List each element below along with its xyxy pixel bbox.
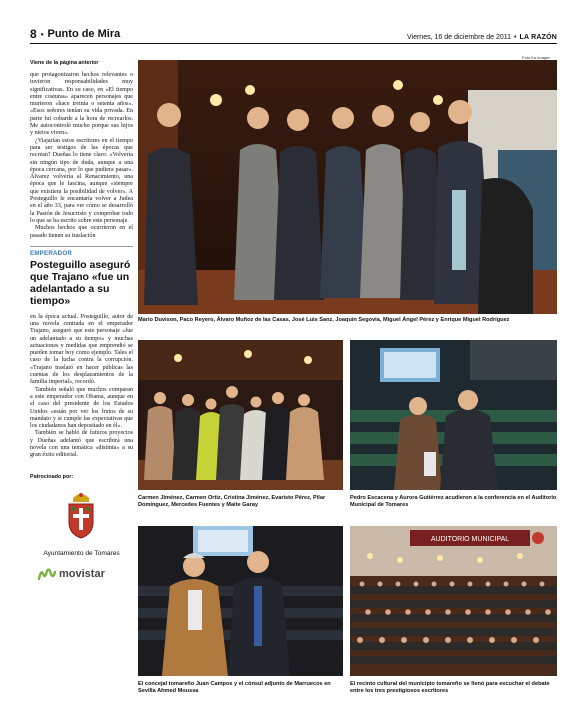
page-header bbox=[30, 28, 557, 44]
paragraph: ¿Viajarían estos escritores en el tiempo para ser testigos de las épocas que recrean? Dueñas lo tiene claro: «Volvería sin ningún tipo de duda, aunque a una época cercana, por lo que pudiera pasar». Álvarez volvería al Renacimiento, una época que le fascina, aunque «siempre que existiera la posibilidad de volver». A Posteguillo le encantaría volver a Judea en el año 33, para ver cómo se desarrolló la Pastón de Jesucristo y comprobar todo lo que se ha escrito sobre este personaje. bbox=[30, 137, 133, 224]
date-separator: • bbox=[514, 34, 517, 41]
subsection bbox=[30, 246, 133, 308]
paragraph: También se habló de futuros proyectos y Dueñas adelantó que escribirá una novela con una temática «distinta» a su gran éxito editorial. bbox=[30, 430, 133, 459]
paragraph: También señaló que muchos comparan a este emperador con Obama, aunque en el caso del presidente de los Estados Unidos «están por ver los frutos de su mandato y si cumple las expectativas que los ciudadanos han depositado en él». bbox=[30, 386, 133, 430]
photo-auditorium bbox=[350, 526, 557, 676]
newspaper-name: LA RAZÓN bbox=[519, 34, 557, 41]
header-separator: • bbox=[40, 29, 44, 39]
auditorium-sign: AUDITORIO MUNICIPAL bbox=[430, 536, 510, 543]
sponsors-label: Patrocinado por: bbox=[30, 473, 74, 480]
caption-group-women: Carmen Jiménez, Carmen Ortiz, Cristina Jiménez, Evaristo Pérez, Pilar Domínguez, Mercedes Fuentes y Maite Garay bbox=[138, 495, 326, 509]
header-left bbox=[30, 27, 120, 41]
photo-group-women bbox=[138, 340, 343, 490]
article-column bbox=[30, 60, 133, 580]
paragraph: que protagonizaron hechos relevantes o tuvieron responsabilidades muy significativas. En su caso, en «El tiempo entre costuras» aparecen personajes que murieron «hace treinta o setenta años». «Esos señores tenían su vida privada. En parte fui cobarde a la hora de recrearlos. Me autocontrolé mucho porque sus hijos y nietos viven». bbox=[30, 72, 133, 137]
caption-auditorium: El recinto cultural del municipio tomareño se llenó para escuchar el debate entre los tres prestigiosos escritores bbox=[350, 681, 550, 695]
caption-officials: El concejal tomareño Juan Campos y el cónsul adjunto de Marruecos en Sevilla Ahmed Moussa bbox=[138, 681, 331, 695]
photo-group-writers bbox=[138, 60, 557, 314]
paragraph: Muchos hechos que ocurrieron en el pasado tienen su traslación bbox=[30, 225, 133, 239]
subsection-headline: Posteguillo aseguró que Trajano «fue un adelantado a su tiempo» bbox=[30, 258, 131, 308]
sponsors-block bbox=[30, 474, 133, 580]
caption-couple: Pedro Escacena y Aurora Gutiérrez acudieron a la conferencia en el Auditorio Municipal de Tomares bbox=[350, 495, 557, 509]
subsection-label: EMPERADOR bbox=[30, 249, 73, 257]
photo-officials bbox=[138, 526, 343, 676]
sponsor-ayuntamiento: Ayuntamiento de Tomares bbox=[43, 549, 120, 557]
continued-from-note: Viene de la página anterior bbox=[30, 60, 99, 66]
header-right bbox=[407, 34, 557, 41]
movistar-logo-icon bbox=[38, 568, 56, 580]
page-number: 8 bbox=[30, 27, 37, 41]
movistar-wordmark: movistar bbox=[59, 567, 105, 580]
issue-date: Viernes, 16 de diciembre de 2011 bbox=[406, 34, 512, 41]
sponsor-movistar bbox=[38, 568, 133, 580]
caption-group-writers: Mario Duvison, Paco Reyero, Álvaro Muñoz de las Casas, José Luis Sanz, Joaquín Segovia, Miguel Ángel Pérez y Enrique Miguel Rodríguez bbox=[138, 317, 510, 323]
article-body-bottom bbox=[30, 314, 133, 460]
photo-couple bbox=[350, 340, 557, 490]
section-title: Punto de Mira bbox=[47, 28, 121, 40]
tomares-crest-icon bbox=[63, 490, 99, 540]
paragraph: en la época actual. Posteguillo, autor de una novela centrada en el emperador Trajano, aseguró que este personaje «fue un adelantado a su tiempo» y muchas actuaciones y medidas que emprendió se pueden tomar hoy como ejemplo. Tales el caso de la lucha contra la corrupción. «Trajano traslató en hacer públicas las cuentas de los desplazamientos de la familia imperial», recordó. bbox=[30, 313, 133, 386]
article-body-top bbox=[30, 72, 133, 240]
photo-credit: Foto Ka Imagen bbox=[522, 55, 551, 60]
